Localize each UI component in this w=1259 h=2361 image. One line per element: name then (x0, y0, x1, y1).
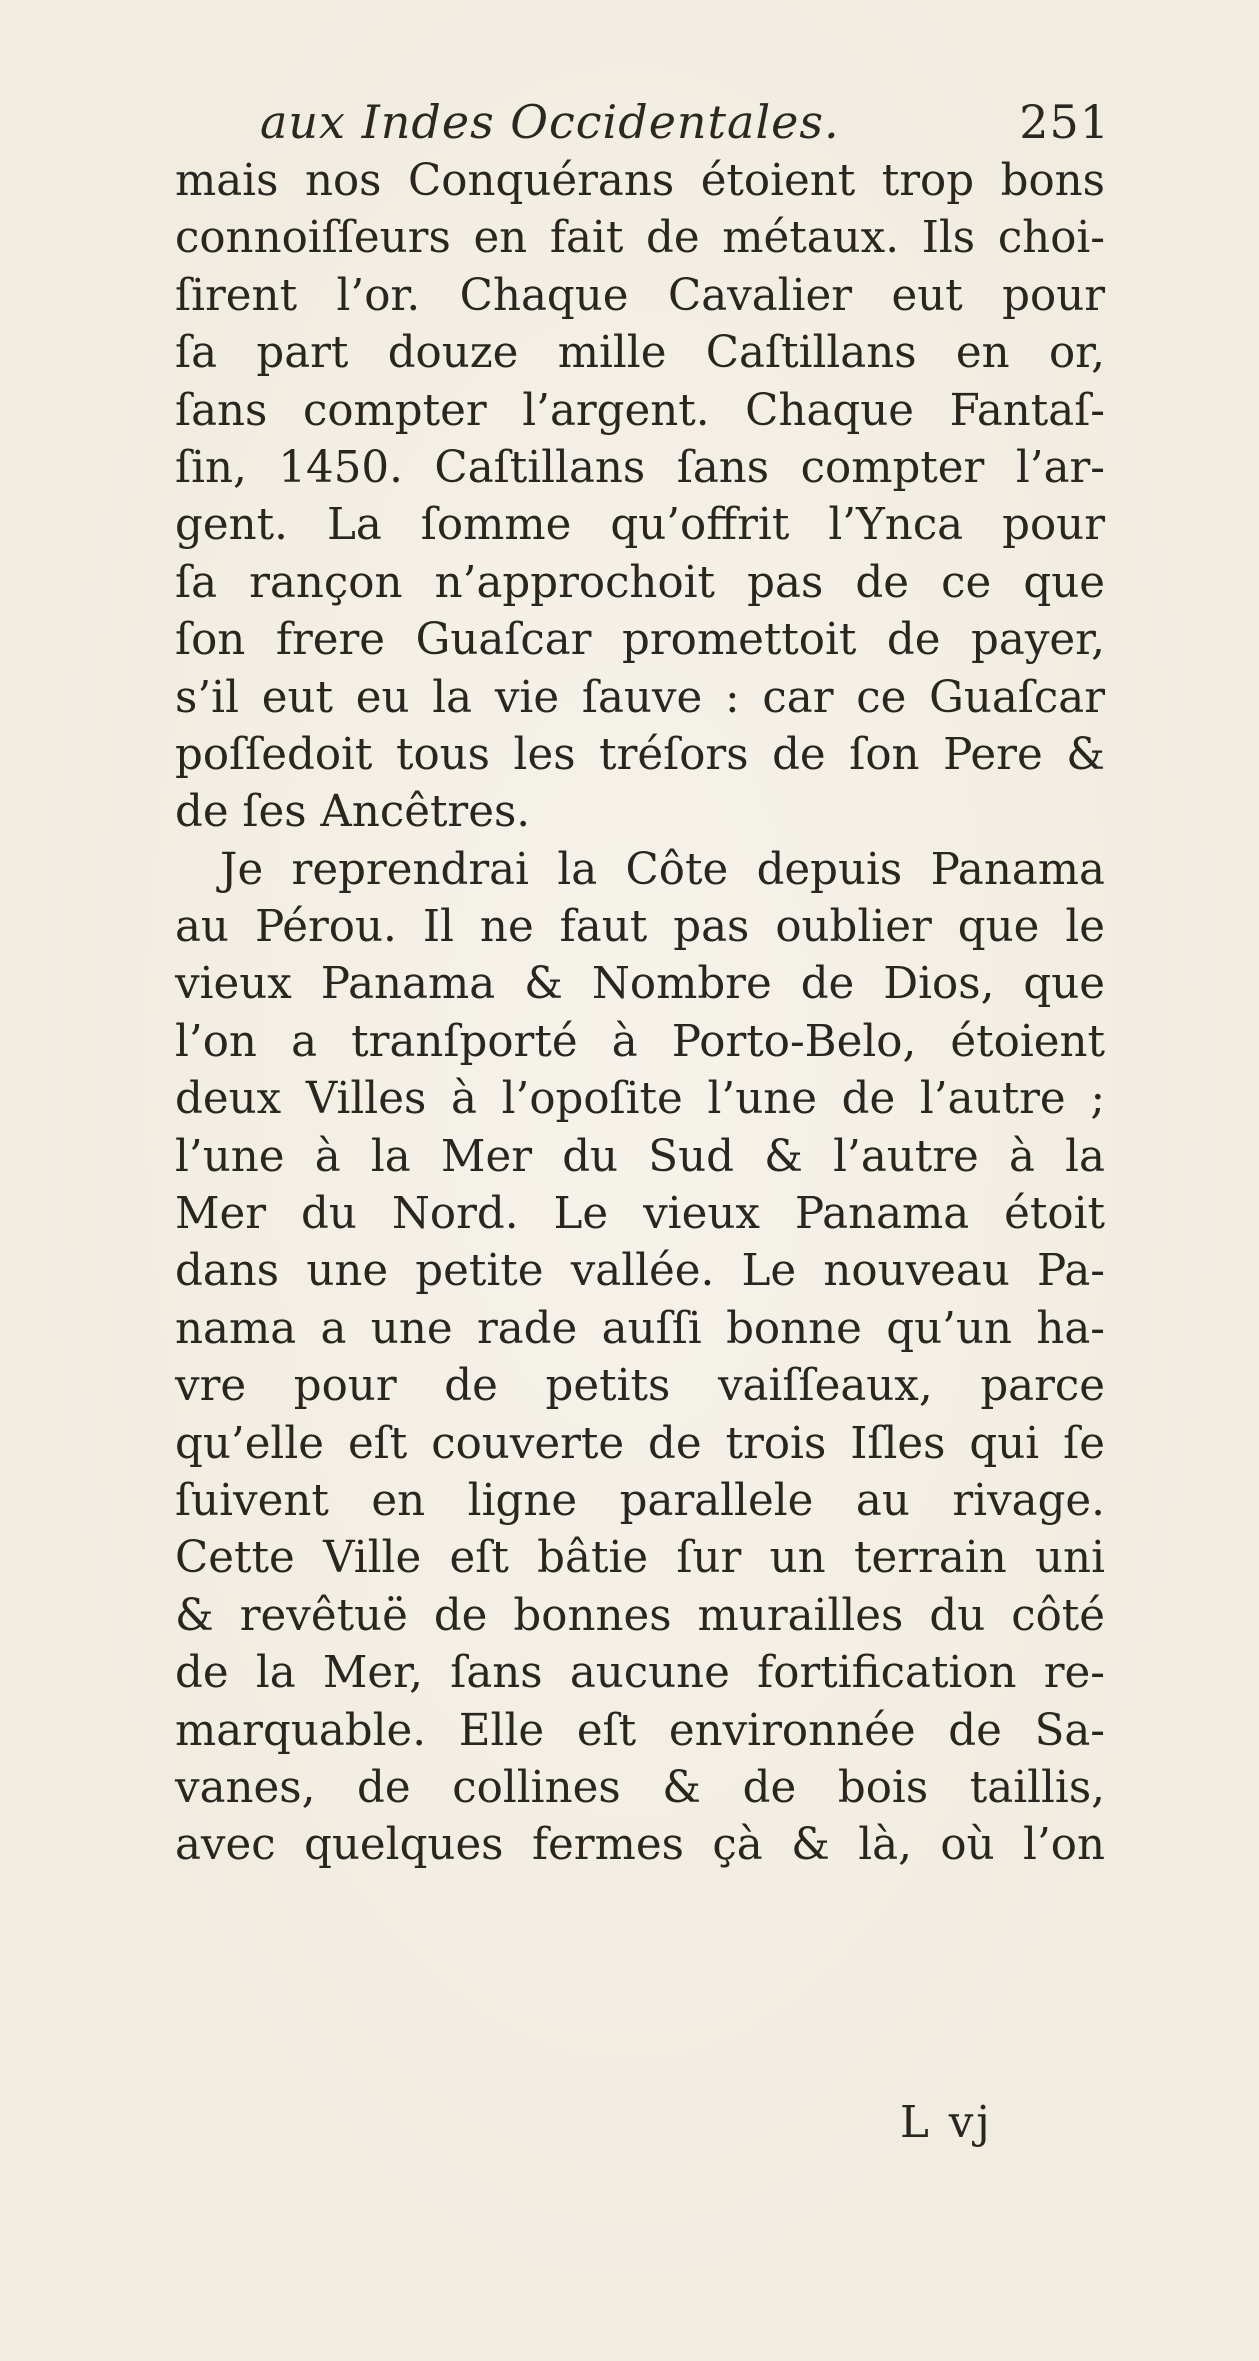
text-line: s’il eut eu la vie ſauve : car ce Guaſcar (175, 672, 1105, 723)
text-line: de la Mer, ſans aucune fortification re- (175, 1648, 1105, 1699)
text-line: ſin, 1450. Caſtillans ſans compter l’ar- (175, 442, 1105, 493)
text-line: dans une petite vallée. Le nouveau Pa- (175, 1246, 1105, 1297)
text-line: Mer du Nord. Le vieux Panama étoit (175, 1189, 1105, 1240)
body-text (175, 153, 1105, 1875)
text-line: ſuivent en ligne parallele au rivage. (175, 1475, 1105, 1526)
text-line: gent. La ſomme qu’offrit l’Ynca pour (175, 500, 1105, 551)
text-line: Cette Ville eſt bâtie ſur un terrain uni (175, 1533, 1105, 1584)
text-line: vanes, de collines & de bois taillis, (175, 1762, 1105, 1813)
text-line: vieux Panama & Nombre de Dios, que (175, 959, 1105, 1010)
text-line: ſa part douze mille Caſtillans en or, (175, 328, 1105, 379)
text-line: mais nos Conquérans étoient trop bons (175, 156, 1105, 206)
text-line: poſſedoit tous les tréſors de ſon Pere & (175, 729, 1105, 780)
text-line: de ſes Ancêtres. (175, 787, 531, 838)
text-line: deux Villes à l’opoſite l’une de l’autre ; (175, 1074, 1105, 1125)
text-line: au Pérou. Il ne faut pas oublier que le (175, 902, 1105, 953)
paragraph-start-line: Je reprendrai la Côte depuis Panama (220, 844, 1105, 895)
signature-mark: L vj (900, 2098, 993, 2148)
text-line: & revêtuë de bonnes murailles du côté (175, 1590, 1105, 1641)
text-line: avec quelques fermes çà & là, où l’on (175, 1820, 1105, 1871)
text-line: ſon frere Guaſcar promettoit de payer, (175, 615, 1105, 666)
text-line: nama a une rade auſſi bonne qu’un ha- (175, 1303, 1105, 1354)
page-number: 251 (1019, 95, 1110, 149)
text-line: marquable. Elle eſt environnée de Sa- (175, 1705, 1105, 1756)
text-line: vre pour de petits vaiſſeaux, parce (175, 1361, 1105, 1412)
text-line: ſans compter l’argent. Chaque Fantaſ- (175, 385, 1105, 436)
text-line: ſirent l’or. Chaque Cavalier eut pour (175, 270, 1105, 321)
text-line: l’une à la Mer du Sud & l’autre à la (175, 1131, 1105, 1182)
text-line: l’on a tranſporté à Porto-Belo, étoient (175, 1016, 1105, 1067)
text-line: qu’elle eſt couverte de trois Iſles qui ſe (175, 1418, 1105, 1469)
running-title: aux Indes Occidentales. (260, 95, 840, 149)
text-line: connoiſſeurs en fait de métaux. Ils choi- (175, 213, 1105, 264)
text-line: ſa rançon n’approchoit pas de ce que (175, 557, 1105, 608)
